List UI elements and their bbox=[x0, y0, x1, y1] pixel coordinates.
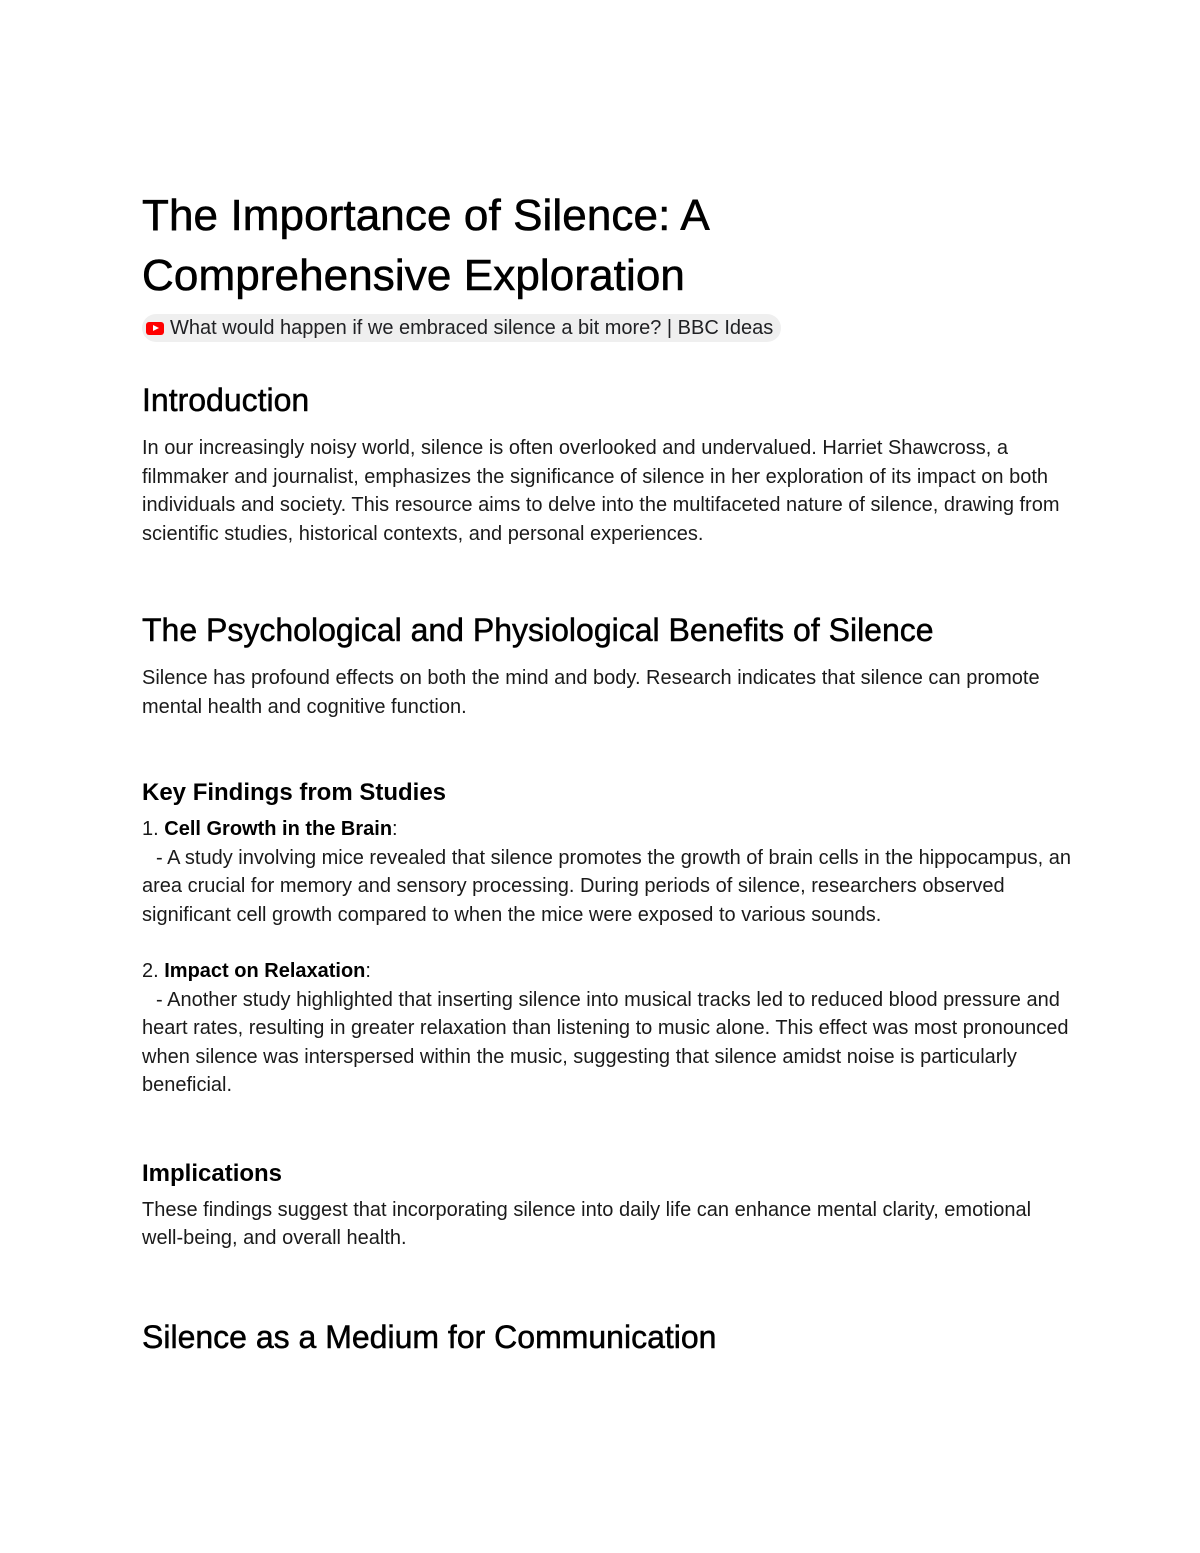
finding-body-2 bbox=[142, 986, 1072, 1100]
list-item-finding-2 bbox=[142, 957, 1072, 986]
heading-introduction: Introduction bbox=[142, 382, 310, 418]
list-item-finding-1 bbox=[142, 815, 1072, 844]
heading-communication: Silence as a Medium for Communication bbox=[142, 1318, 717, 1355]
paragraph-benefits: Silence has profound effects on both the mind and body. Research indicates that silence can promote mental health and cognitive function. bbox=[142, 667, 1040, 718]
list-number: 2. bbox=[142, 960, 165, 982]
video-link-chip[interactable] bbox=[142, 314, 781, 342]
paragraph-implications: These findings suggest that incorporating silence into daily life can enhance mental clarity, emotional well-being, and overall health. bbox=[142, 1198, 1032, 1249]
finding-title: Impact on Relaxation bbox=[164, 960, 366, 982]
title-line-1: The Importance of Silence: A bbox=[142, 191, 710, 240]
title-line-2: Comprehensive Exploration bbox=[142, 251, 686, 300]
paragraph-introduction: In our increasingly noisy world, silence is often overlooked and undervalued. Harriet Shawcross, a filmmaker and journalist, emphasizes the significance of silence in her exploration of its impact on both individuals and society. This resource aims to delve into the multifaceted nature of silence, drawing from scientific studies, historical contexts, and personal experiences. bbox=[142, 437, 1060, 545]
finding-text: - A study involving mice revealed that silence promotes the growth of brain cells in the hippocampus, an area crucial for memory and sensory processing. During periods of silence, researchers observed significant cell growth compared to when the mice were exposed to various sounds. bbox=[142, 846, 1071, 926]
heading-benefits: The Psychological and Physiological Benefits of Silence bbox=[142, 612, 934, 648]
finding-colon: : bbox=[392, 818, 398, 840]
document-title bbox=[142, 186, 1072, 306]
heading-implications: Implications bbox=[142, 1159, 283, 1187]
finding-body-1 bbox=[142, 844, 1072, 930]
heading-key-findings: Key Findings from Studies bbox=[142, 779, 447, 806]
document-page bbox=[142, 186, 1072, 1357]
finding-text: - Another study highlighted that inserting silence into musical tracks led to reduced blood pressure and heart rates, resulting in greater relaxation than listening to music alone. This effect was most pronounced when silence was interspersed within the music, suggesting that silence amidst noise is particularly beneficial. bbox=[142, 988, 1069, 1096]
youtube-icon bbox=[146, 322, 164, 335]
finding-title: Cell Growth in the Brain bbox=[164, 818, 393, 840]
video-link-label[interactable]: What would happen if we embraced silence a bit more? | BBC Ideas bbox=[170, 317, 774, 339]
finding-colon: : bbox=[365, 960, 371, 982]
list-number: 1. bbox=[142, 818, 165, 840]
